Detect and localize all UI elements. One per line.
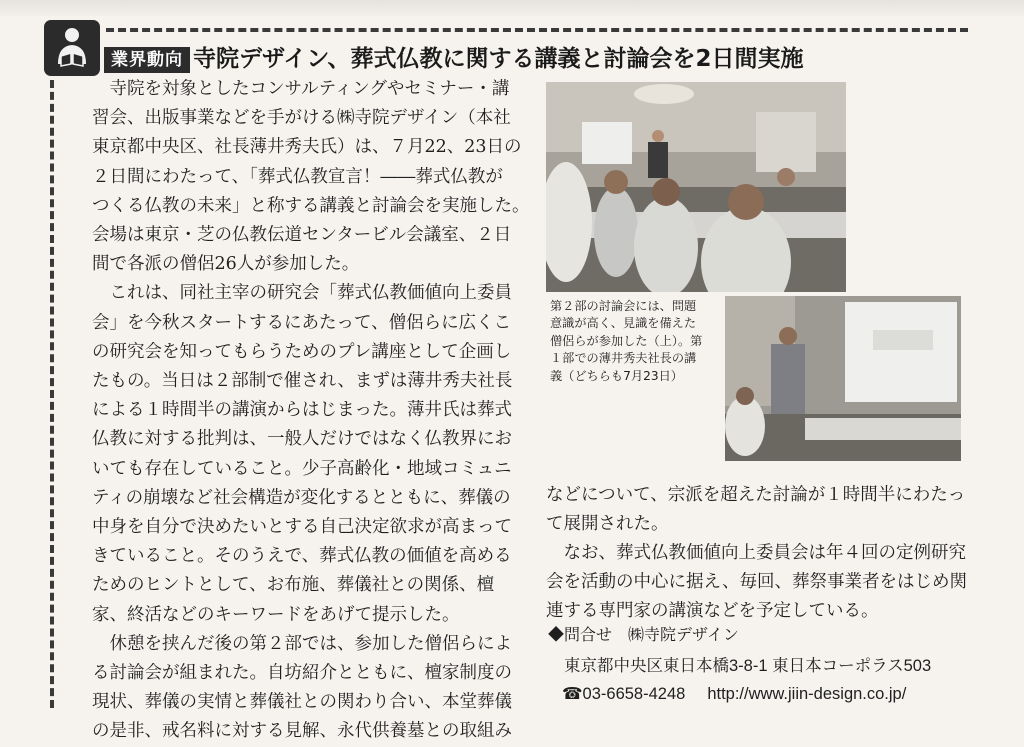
- caption-line: 僧侶らが参加した（上）。第: [550, 333, 703, 348]
- body-line: 寺院を対象としたコンサルティングやセミナー・講: [92, 79, 510, 99]
- contact-heading: ◆問合せ ㈱寺院デザイン: [548, 627, 739, 644]
- body-line: 現状、葬儀の実情と葬儀社との関わり合い、本堂葬儀: [92, 692, 512, 713]
- article-headline: 寺院デザイン、葬式仏教に関する講義と討論会を2日間実施: [193, 46, 804, 72]
- body-line: 習会、出版事業などを手がける㈱寺院デザイン（本社: [92, 108, 511, 129]
- body-right-column: [546, 481, 976, 626]
- body-line: 会を活動の中心に据え、毎回、葬祭事業者をはじめ関: [546, 572, 968, 592]
- caption-line: １部での薄井秀夫社長の講: [550, 351, 697, 366]
- lecture-photo: [725, 296, 961, 461]
- caption-line: 義（どちらも7月23日）: [550, 368, 683, 383]
- body-line: なお、葬式仏教価値向上委員会は年４回の定例研究: [546, 543, 966, 563]
- caption-line: 意識が高く、見識を備えた: [550, 316, 697, 331]
- body-line: 仏教に対する批判は、一般人だけではなく仏教界にお: [92, 429, 512, 450]
- body-line: て展開された。: [546, 514, 669, 534]
- body-line: 中身を自分で決めたいとする自己決定欲求が高まって: [92, 517, 512, 538]
- header-dashed-rule: [106, 28, 968, 32]
- body-line: ２日間にわたって、「葬式仏教宣言！――葬式仏教が: [92, 166, 503, 187]
- body-line: いても存在していること。少子高齢化・地域コミュニ: [92, 458, 512, 479]
- contact-address: 東京都中央区東日本橋3-8-1 東日本コーポラス503: [564, 657, 932, 675]
- contact-block: [546, 625, 976, 707]
- body-line: きていること。そのうえで、葬式仏教の価値を高める: [92, 546, 512, 567]
- contact-phone: ☎03-6658-4248: [562, 685, 686, 703]
- body-line: 連する専門家の講演などを予定している。: [546, 601, 879, 621]
- body-line: これは、同社主宰の研究会「葬式仏教価値向上委員: [92, 283, 512, 304]
- photo-caption: [550, 298, 720, 385]
- body-line: る討論会が組まれた。自坊紹介とともに、檀家制度の: [92, 663, 512, 684]
- body-line: ためのヒントとして、お布施、葬儀社との関係、檀: [92, 575, 495, 596]
- body-line: 間で各派の僧侶26人が参加した。: [92, 254, 360, 275]
- side-dashed-rule: [50, 80, 54, 708]
- body-line: の是非、戒名料に対する見解、永代供養墓との取組み: [92, 721, 512, 742]
- reading-person-icon: [44, 20, 100, 76]
- body-line: つくる仏教の未来」と称する講義と討論会を実施した。: [92, 195, 530, 216]
- caption-line: 第２部の討論会には、問題: [550, 299, 697, 313]
- body-line: たもの。当日は２部制で催され、まずは薄井秀夫社長: [92, 371, 513, 392]
- body-line: ティの崩壊など社会構造が変化するとともに、葬儀の: [92, 487, 511, 508]
- contact-url[interactable]: http://www.jiin-design.co.jp/: [707, 685, 907, 703]
- bleed-through-strip: [0, 0, 1024, 16]
- body-line: による１時間半の講演からはじまった。薄井氏は葬式: [92, 400, 512, 421]
- body-line: 家、終活などのキーワードをあげて提示した。: [92, 604, 460, 625]
- body-line: 東京都中央区、社長薄井秀夫氏）は、７月22、23日の: [92, 137, 522, 158]
- body-line: などについて、宗派を超えた討論が１時間半にわたっ: [546, 485, 966, 505]
- body-left-column: [92, 75, 530, 747]
- discussion-photo: [546, 82, 846, 292]
- body-line: 会場は東京・芝の仏教伝道センタービル会議室、２日: [92, 225, 512, 246]
- body-line: 休憩を挟んだ後の第２部では、参加した僧侶らによ: [92, 633, 512, 654]
- contact-phone-url-line: [562, 681, 976, 707]
- category-badge: 業界動向: [104, 47, 190, 73]
- body-line: の研究会を知ってもらうためのプレ講座として企画し: [92, 341, 512, 362]
- body-line: 会」を今秋スタートするにあたって、僧侶らに広くこ: [92, 312, 512, 333]
